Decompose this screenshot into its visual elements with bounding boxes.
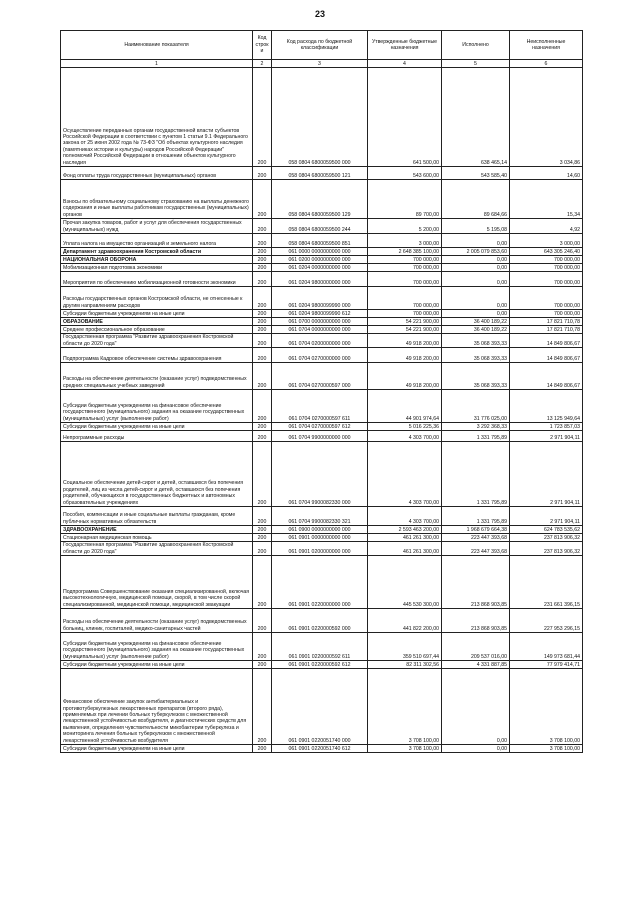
row-expense-code: 061 0204 9800000000 000 xyxy=(272,272,368,287)
row-unexecuted: 700 000,00 xyxy=(510,256,583,264)
table-row xyxy=(61,507,583,526)
row-name: Расходы государственных органов Костромской области, не отнесенные к другим направлениям расходов xyxy=(61,287,253,310)
row-approved: 3 708 100,00 xyxy=(368,745,442,753)
row-approved: 49 918 200,00 xyxy=(368,348,442,363)
row-line-code: 200 xyxy=(253,256,272,264)
row-approved: 4 303 700,00 xyxy=(368,442,442,507)
row-unexecuted: 700 000,00 xyxy=(510,272,583,287)
row-name: Фонд оплаты труда государственных (муниципальных) органов xyxy=(61,167,253,180)
row-name: Осуществление переданных органам государственной власти субъектов Российской Федерации в соответствии с пунктом 1 статьи 9.1 Федерального закона от 25 июня 2002 года № 73-ФЗ "Об объектах культурного наследия (памятниках истории и культуры) народов Российской Федерации" полномочий Российской Федерации в отношении объектов культурного наследия xyxy=(61,68,253,167)
row-expense-code: 061 0704 9900000000 000 xyxy=(272,431,368,442)
row-name: Прочая закупка товаров, работ и услуг для обеспечения государственных (муниципальных) нужд xyxy=(61,219,253,234)
row-expense-code: 061 0901 0220000592 000 xyxy=(272,609,368,633)
row-executed: 223 447 393,68 xyxy=(442,542,510,556)
row-executed: 35 068 393,33 xyxy=(442,363,510,390)
row-unexecuted: 700 000,00 xyxy=(510,287,583,310)
row-name: Социальное обеспечение детей-сирот и детей, оставшихся без попечения родителей, лиц из числа детей-сирот и детей, оставшихся без попечения родителей, обучающихся в государственных бюджетных и автономных образовательных учреждениях xyxy=(61,442,253,507)
row-expense-code: 061 0000 0000000000 000 xyxy=(272,248,368,256)
row-name: Подпрограмма Совершенствование оказания специализированной, включая высокотехнологичную, медицинской помощи, скорой, в том числе скорой специализированной, медицинской помощи, медицинской эвакуации xyxy=(61,556,253,609)
row-name: Расходы на обеспечение деятельности (оказание услуг) подведомственных больниц, клиник, госпиталей, медико-санитарных частей xyxy=(61,609,253,633)
row-approved: 4 303 700,00 xyxy=(368,431,442,442)
row-approved: 2 593 463 200,00 xyxy=(368,526,442,534)
row-name: ЗДРАВООХРАНЕНИЕ xyxy=(61,526,253,534)
row-line-code: 200 xyxy=(253,609,272,633)
row-approved: 89 700,00 xyxy=(368,180,442,219)
row-executed: 1 331 795,89 xyxy=(442,431,510,442)
row-unexecuted: 17 821 710,78 xyxy=(510,326,583,334)
row-approved: 5 200,00 xyxy=(368,219,442,234)
row-approved: 700 000,00 xyxy=(368,287,442,310)
row-line-code: 200 xyxy=(253,264,272,272)
row-executed: 1 331 795,89 xyxy=(442,507,510,526)
table-row xyxy=(61,363,583,390)
row-executed: 5 195,08 xyxy=(442,219,510,234)
row-name: Непрограммные расходы xyxy=(61,431,253,442)
row-name: Расходы на обеспечение деятельности (оказание услуг) подведомственных средних специальных учебных заведений xyxy=(61,363,253,390)
row-line-code: 200 xyxy=(253,287,272,310)
row-unexecuted: 14,60 xyxy=(510,167,583,180)
row-expense-code: 058 0804 6800059500 000 xyxy=(272,68,368,167)
row-executed: 1 331 795,89 xyxy=(442,442,510,507)
row-executed: 31 776 025,00 xyxy=(442,390,510,423)
table-row xyxy=(61,256,583,264)
row-unexecuted: 2 971 904,11 xyxy=(510,442,583,507)
table-row xyxy=(61,167,583,180)
row-unexecuted: 15,34 xyxy=(510,180,583,219)
row-expense-code: 061 0901 0200000000 000 xyxy=(272,542,368,556)
row-line-code: 200 xyxy=(253,669,272,745)
row-expense-code: 058 0804 6800059500 121 xyxy=(272,167,368,180)
table-row xyxy=(61,423,583,431)
row-approved: 54 221 900,00 xyxy=(368,318,442,326)
budget-execution-table xyxy=(60,30,583,753)
row-unexecuted: 13 125 949,64 xyxy=(510,390,583,423)
row-name: Мобилизационная подготовка экономики xyxy=(61,264,253,272)
row-line-code: 200 xyxy=(253,431,272,442)
row-name: Уплата налога на имущество организаций и земельного налога xyxy=(61,234,253,248)
table-row xyxy=(61,334,583,348)
row-unexecuted: 2 971 904,11 xyxy=(510,507,583,526)
row-unexecuted: 237 813 906,32 xyxy=(510,542,583,556)
column-number: 5 xyxy=(442,60,510,68)
row-approved: 44 901 974,64 xyxy=(368,390,442,423)
row-expense-code: 061 0704 0270000597 000 xyxy=(272,363,368,390)
row-unexecuted: 3 708 100,00 xyxy=(510,669,583,745)
column-number: 4 xyxy=(368,60,442,68)
row-line-code: 200 xyxy=(253,363,272,390)
row-unexecuted: 3 708 100,00 xyxy=(510,745,583,753)
row-expense-code: 061 0204 9800099990 000 xyxy=(272,287,368,310)
table-row xyxy=(61,669,583,745)
table-row xyxy=(61,348,583,363)
table-row xyxy=(61,287,583,310)
row-expense-code: 061 0901 0000000000 000 xyxy=(272,534,368,542)
row-executed: 89 684,66 xyxy=(442,180,510,219)
row-unexecuted: 643 305 246,40 xyxy=(510,248,583,256)
row-line-code: 200 xyxy=(253,423,272,431)
row-approved: 49 918 200,00 xyxy=(368,363,442,390)
row-approved: 49 918 200,00 xyxy=(368,334,442,348)
row-line-code: 200 xyxy=(253,556,272,609)
row-executed: 0,00 xyxy=(442,745,510,753)
table-row xyxy=(61,248,583,256)
row-expense-code: 061 0704 0270000597 612 xyxy=(272,423,368,431)
row-line-code: 200 xyxy=(253,390,272,423)
row-expense-code: 058 0804 6800059500 244 xyxy=(272,219,368,234)
row-executed: 36 400 189,22 xyxy=(442,326,510,334)
row-approved: 441 822 200,00 xyxy=(368,609,442,633)
row-name: Государственная программа "Развитие здравоохранения Костромской области до 2020 года" xyxy=(61,542,253,556)
row-executed: 0,00 xyxy=(442,669,510,745)
table-row xyxy=(61,264,583,272)
table-row xyxy=(61,318,583,326)
row-name: Подпрограмма Кадровое обеспечение системы здравоохранения xyxy=(61,348,253,363)
row-line-code: 200 xyxy=(253,542,272,556)
row-name: Взносы по обязательному социальному страхованию на выплаты денежного содержания и иные выплаты работникам государственных (муниципальных) органов xyxy=(61,180,253,219)
page-number: 23 xyxy=(314,9,325,19)
row-approved: 3 000,00 xyxy=(368,234,442,248)
row-executed: 4 331 887,85 xyxy=(442,661,510,669)
row-approved: 5 016 225,36 xyxy=(368,423,442,431)
row-line-code: 200 xyxy=(253,334,272,348)
row-approved: 445 530 300,00 xyxy=(368,556,442,609)
row-expense-code: 061 0900 0000000000 000 xyxy=(272,526,368,534)
row-expense-code: 061 0704 0000000000 000 xyxy=(272,326,368,334)
row-executed: 3 292 368,33 xyxy=(442,423,510,431)
table-row xyxy=(61,390,583,423)
row-unexecuted: 14 849 806,67 xyxy=(510,363,583,390)
table-row xyxy=(61,534,583,542)
column-number: 6 xyxy=(510,60,583,68)
row-executed: 223 447 393,68 xyxy=(442,534,510,542)
table-row xyxy=(61,542,583,556)
row-name: Субсидии бюджетным учреждениям на иные цели xyxy=(61,745,253,753)
row-unexecuted: 700 000,00 xyxy=(510,310,583,318)
table-row xyxy=(61,68,583,167)
row-line-code: 200 xyxy=(253,442,272,507)
table-body xyxy=(61,68,583,753)
row-approved: 82 311 302,56 xyxy=(368,661,442,669)
table-row xyxy=(61,180,583,219)
table-row xyxy=(61,556,583,609)
row-name: Субсидии бюджетным учреждениям на финансовое обеспечение государственного (муниципального) задания на оказание государственных (муниципальных) услуг (выполнение работ) xyxy=(61,633,253,661)
row-executed: 35 068 393,33 xyxy=(442,334,510,348)
column-number: 3 xyxy=(272,60,368,68)
table-row xyxy=(61,442,583,507)
row-unexecuted: 14 849 806,67 xyxy=(510,348,583,363)
row-name: Субсидии бюджетным учреждениям на иные цели xyxy=(61,661,253,669)
row-unexecuted: 149 973 681,44 xyxy=(510,633,583,661)
row-executed: 2 005 079 853,60 xyxy=(442,248,510,256)
row-approved: 2 648 385 100,00 xyxy=(368,248,442,256)
row-line-code: 200 xyxy=(253,661,272,669)
table-row xyxy=(61,633,583,661)
row-approved: 461 261 300,00 xyxy=(368,534,442,542)
column-header-approved: Утвержденные бюджетные назначения xyxy=(368,31,442,60)
row-expense-code: 061 0901 0220000000 000 xyxy=(272,556,368,609)
row-line-code: 200 xyxy=(253,745,272,753)
table-header-row xyxy=(61,31,583,60)
row-approved: 700 000,00 xyxy=(368,256,442,264)
row-line-code: 200 xyxy=(253,633,272,661)
row-executed: 209 537 016,00 xyxy=(442,633,510,661)
row-name: ОБРАЗОВАНИЕ xyxy=(61,318,253,326)
row-unexecuted: 1 723 857,03 xyxy=(510,423,583,431)
row-line-code: 200 xyxy=(253,180,272,219)
row-line-code: 200 xyxy=(253,507,272,526)
row-expense-code: 061 0704 0200000000 000 xyxy=(272,334,368,348)
row-name: Субсидии бюджетным учреждениям на иные цели xyxy=(61,310,253,318)
row-name: Субсидии бюджетным учреждениям на иные цели xyxy=(61,423,253,431)
row-expense-code: 061 0200 0000000000 000 xyxy=(272,256,368,264)
row-executed: 0,00 xyxy=(442,234,510,248)
table-row xyxy=(61,745,583,753)
row-line-code: 200 xyxy=(253,318,272,326)
row-name: Финансовое обеспечение закупок антибактериальных и противотуберкулезных лекарственных препаратов (второго ряда), применяемых при лечении больных туберкулезом с множественной лекарственной устойчивостью возбудителя, и диагностических средств для выявления, определения чувствительности микобактерии туберкулеза и мониторинга лечения больных туберкулезом с множественной лекарственной устойчивостью возбудителя xyxy=(61,669,253,745)
row-name: Стационарная медицинская помощь xyxy=(61,534,253,542)
row-executed: 213 868 903,85 xyxy=(442,556,510,609)
row-executed: 638 465,14 xyxy=(442,68,510,167)
row-executed: 36 400 189,22 xyxy=(442,318,510,326)
column-header-name: Наименование показателя xyxy=(61,31,253,60)
row-expense-code: 061 0204 0000000000 000 xyxy=(272,264,368,272)
row-name: Среднее профессиональное образование xyxy=(61,326,253,334)
row-line-code: 200 xyxy=(253,167,272,180)
row-executed: 213 868 903,85 xyxy=(442,609,510,633)
row-executed: 0,00 xyxy=(442,256,510,264)
table-row xyxy=(61,661,583,669)
row-approved: 700 000,00 xyxy=(368,310,442,318)
row-approved: 359 510 697,44 xyxy=(368,633,442,661)
row-unexecuted: 3 000,00 xyxy=(510,234,583,248)
row-executed: 1 968 679 664,38 xyxy=(442,526,510,534)
column-header-expense-code: Код расхода по бюджетной классификации xyxy=(272,31,368,60)
table-row xyxy=(61,326,583,334)
row-expense-code: 061 0704 9900082330 000 xyxy=(272,442,368,507)
table-row xyxy=(61,234,583,248)
row-expense-code: 061 0901 0220000592 612 xyxy=(272,661,368,669)
column-number: 1 xyxy=(61,60,253,68)
row-expense-code: 061 0704 0270000597 611 xyxy=(272,390,368,423)
row-executed: 35 068 393,33 xyxy=(442,348,510,363)
row-line-code: 200 xyxy=(253,526,272,534)
row-unexecuted: 624 783 535,62 xyxy=(510,526,583,534)
row-line-code: 200 xyxy=(253,272,272,287)
table-row xyxy=(61,310,583,318)
row-line-code: 200 xyxy=(253,310,272,318)
row-expense-code: 058 0804 6800059500 851 xyxy=(272,234,368,248)
table-row xyxy=(61,431,583,442)
column-header-executed: Исполнено xyxy=(442,31,510,60)
row-approved: 641 500,00 xyxy=(368,68,442,167)
row-approved: 461 261 300,00 xyxy=(368,542,442,556)
row-expense-code: 061 0704 9900082330 321 xyxy=(272,507,368,526)
row-executed: 0,00 xyxy=(442,272,510,287)
row-approved: 4 303 700,00 xyxy=(368,507,442,526)
row-approved: 54 221 900,00 xyxy=(368,326,442,334)
row-unexecuted: 17 821 710,78 xyxy=(510,318,583,326)
row-expense-code: 061 0901 0220051740 612 xyxy=(272,745,368,753)
row-line-code: 200 xyxy=(253,534,272,542)
row-unexecuted: 237 813 906,32 xyxy=(510,534,583,542)
row-line-code: 200 xyxy=(253,248,272,256)
row-unexecuted: 4,92 xyxy=(510,219,583,234)
row-line-code: 200 xyxy=(253,234,272,248)
table-row xyxy=(61,609,583,633)
row-unexecuted: 227 953 296,15 xyxy=(510,609,583,633)
row-name: Мероприятия по обеспечению мобилизационной готовности экономики xyxy=(61,272,253,287)
row-name: Департамент здравоохранения Костромской области xyxy=(61,248,253,256)
row-approved: 700 000,00 xyxy=(368,272,442,287)
column-number-row xyxy=(61,60,583,68)
row-executed: 0,00 xyxy=(442,264,510,272)
row-unexecuted: 77 979 414,71 xyxy=(510,661,583,669)
row-executed: 0,00 xyxy=(442,310,510,318)
row-expense-code: 061 0700 0000000000 000 xyxy=(272,318,368,326)
row-expense-code: 061 0704 0270000000 000 xyxy=(272,348,368,363)
row-executed: 543 585,40 xyxy=(442,167,510,180)
table-row xyxy=(61,272,583,287)
column-header-line-code: Код строки xyxy=(253,31,272,60)
row-approved: 3 708 100,00 xyxy=(368,669,442,745)
row-name: Государственная программа "Развитие здравоохранения Костромской области до 2020 года" xyxy=(61,334,253,348)
row-line-code: 200 xyxy=(253,326,272,334)
row-name: Пособия, компенсации и иные социальные выплаты гражданам, кроме публичных нормативных обязательств xyxy=(61,507,253,526)
row-expense-code: 061 0901 0220051740 000 xyxy=(272,669,368,745)
column-number: 2 xyxy=(253,60,272,68)
row-approved: 543 600,00 xyxy=(368,167,442,180)
row-unexecuted: 3 034,86 xyxy=(510,68,583,167)
column-header-unexecuted: Неисполненные назначения xyxy=(510,31,583,60)
row-expense-code: 061 0204 9800099990 612 xyxy=(272,310,368,318)
row-expense-code: 061 0901 0220000592 611 xyxy=(272,633,368,661)
row-line-code: 200 xyxy=(253,68,272,167)
table-row xyxy=(61,219,583,234)
row-name: Субсидии бюджетным учреждениям на финансовое обеспечение государственного (муниципального) задания на оказание государственных (муниципальных) услуг (выполнение работ) xyxy=(61,390,253,423)
row-executed: 0,00 xyxy=(442,287,510,310)
row-unexecuted: 14 849 806,67 xyxy=(510,334,583,348)
row-unexecuted: 231 661 396,15 xyxy=(510,556,583,609)
row-unexecuted: 2 971 904,11 xyxy=(510,431,583,442)
row-expense-code: 058 0804 6800059500 129 xyxy=(272,180,368,219)
row-unexecuted: 700 000,00 xyxy=(510,264,583,272)
table-row xyxy=(61,526,583,534)
row-line-code: 200 xyxy=(253,219,272,234)
row-line-code: 200 xyxy=(253,348,272,363)
row-approved: 700 000,00 xyxy=(368,264,442,272)
row-name: НАЦИОНАЛЬНАЯ ОБОРОНА xyxy=(61,256,253,264)
